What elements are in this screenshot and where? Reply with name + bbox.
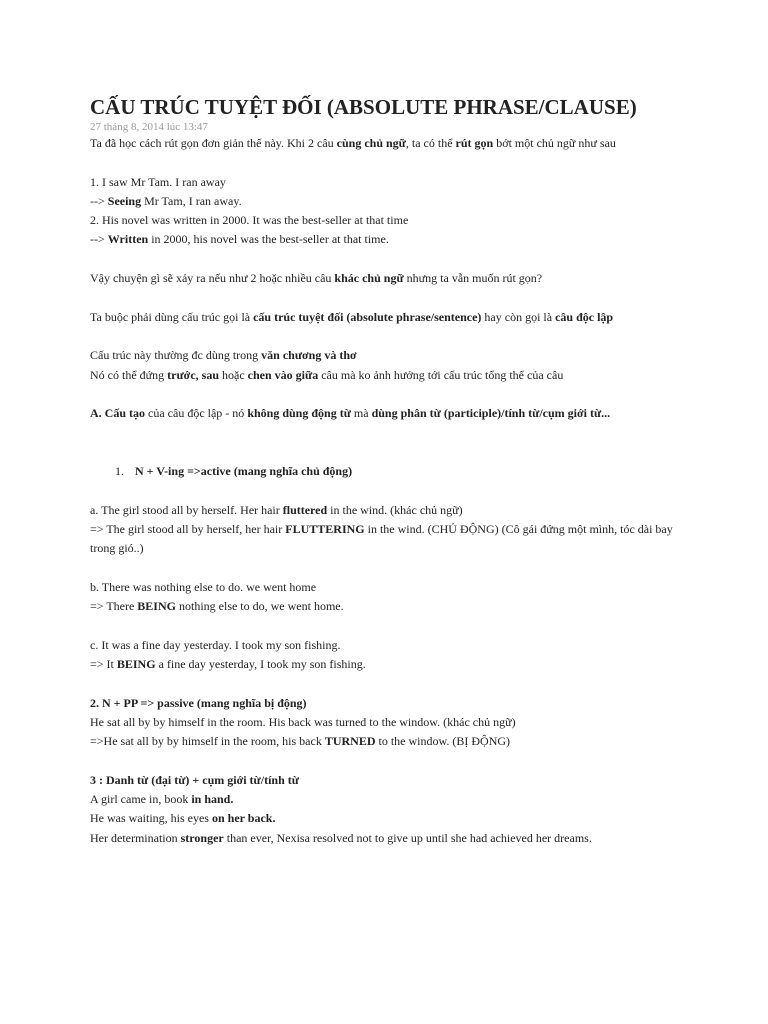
spacer bbox=[90, 385, 690, 404]
usage-text: câu mà ko ảnh hưởng tới cấu trúc tổng thể của câu bbox=[318, 367, 564, 382]
intro-text: , ta có thể bbox=[405, 136, 456, 150]
example-keyword: on her back. bbox=[211, 811, 276, 826]
example-c-original: c. It was a fine day yesterday. I took my son fishing. bbox=[90, 637, 341, 652]
example-line bbox=[90, 230, 690, 249]
spacer bbox=[90, 288, 690, 307]
example-line bbox=[90, 809, 690, 828]
example-line: 2. His novel was written in 2000. It was the best-seller at that time bbox=[90, 213, 409, 228]
example-text: Mr Tam, I ran away. bbox=[141, 193, 242, 208]
usage-line bbox=[90, 366, 690, 385]
spacer bbox=[90, 153, 690, 172]
definition-text: hay còn gọi là bbox=[481, 309, 556, 324]
section-3-title: 3 : Danh từ (đại từ) + cụm giới từ/tính từ bbox=[90, 772, 299, 787]
section-a-label: A. Cấu tạo bbox=[90, 406, 146, 421]
example-keyword: in hand. bbox=[191, 792, 234, 807]
example-keyword: FLUTTERING bbox=[285, 521, 365, 536]
example-keyword: BEING bbox=[137, 599, 176, 614]
definition-text: Ta buộc phải dùng cấu trúc gọi là bbox=[90, 309, 254, 324]
example-c-rewritten bbox=[90, 655, 690, 674]
usage-text: hoặc bbox=[219, 367, 248, 382]
question-bold: khác chủ ngữ bbox=[334, 271, 404, 286]
example-line bbox=[90, 829, 690, 848]
example-line bbox=[90, 732, 690, 751]
example-text: than ever, Nexisa resolved not to give up until she had achieved her dreams. bbox=[223, 830, 592, 845]
intro-bold-reduce: rút gọn bbox=[455, 136, 494, 150]
example-text: => It bbox=[90, 657, 117, 672]
section-a-text: mà bbox=[350, 406, 372, 421]
example-b-original: b. There was nothing else to do. we went home bbox=[90, 579, 317, 594]
spacer bbox=[90, 481, 690, 500]
usage-text: Cấu trúc này thường đc dùng trong bbox=[90, 348, 262, 363]
example-keyword: BEING bbox=[116, 657, 156, 672]
example-text: => The girl stood all by herself, her hair bbox=[90, 521, 286, 536]
question-text: Vậy chuyện gì sẽ xảy ra nếu như 2 hoặc nhiều câu bbox=[90, 271, 335, 286]
example-line bbox=[90, 790, 690, 809]
example-keyword: Seeing bbox=[107, 193, 142, 208]
example-keyword: fluttered bbox=[282, 502, 328, 517]
definition-bold: câu độc lập bbox=[555, 309, 614, 324]
intro-paragraph bbox=[90, 134, 690, 153]
example-keyword: TURNED bbox=[324, 734, 376, 749]
example-text: nothing else to do, we went home. bbox=[175, 599, 344, 614]
section-2-heading bbox=[90, 694, 690, 713]
example-a-rewritten bbox=[90, 520, 690, 559]
list-item-heading: N + V-ing =>active (mang nghĩa chủ động) bbox=[135, 464, 353, 479]
usage-text: Nó có thể đứng bbox=[90, 367, 168, 382]
list-item-1 bbox=[90, 462, 690, 481]
spacer bbox=[90, 674, 690, 693]
intro-text: Ta đã học cách rút gọn đơn giản thế này. Khi 2 câu bbox=[90, 136, 337, 150]
intro-bold-same-subject: cùng chủ ngữ bbox=[336, 136, 406, 150]
usage-bold: chen vào giữa bbox=[247, 367, 319, 382]
usage-line bbox=[90, 346, 690, 365]
example-text: He was waiting, his eyes bbox=[90, 811, 212, 826]
section-2-title: 2. N + PP => passive (mang nghĩa bị động) bbox=[90, 695, 307, 710]
example-b-rewritten bbox=[90, 597, 690, 616]
post-timestamp: 27 tháng 8, 2014 lúc 13:47 bbox=[90, 121, 208, 133]
example-text: =>He sat all by by himself in the room, his back bbox=[90, 734, 325, 749]
example-keyword: stronger bbox=[180, 830, 224, 845]
section-3-heading bbox=[90, 771, 690, 790]
section-a-heading bbox=[90, 404, 690, 423]
question-text: nhưng ta vẫn muốn rút gọn? bbox=[403, 271, 543, 286]
example-keyword: Written bbox=[107, 232, 149, 247]
example-text: in the wind. (CHỦ ĐỘNG) (Cô gái đứng một mình, tóc dài bay trong gió..) bbox=[90, 521, 673, 556]
spacer bbox=[90, 616, 690, 635]
article bbox=[90, 94, 690, 848]
example-text: a fine day yesterday, I took my son fishing. bbox=[155, 657, 366, 672]
usage-bold: văn chương và thơ bbox=[261, 348, 357, 363]
intro-text: bớt một chủ ngữ như sau bbox=[493, 136, 616, 150]
example-text: to the window. (BỊ ĐỘNG) bbox=[375, 734, 511, 749]
spacer bbox=[90, 423, 690, 462]
example-text: A girl came in, book bbox=[90, 792, 192, 807]
question-paragraph bbox=[90, 269, 690, 288]
section-a-bold: không dùng động từ bbox=[247, 406, 351, 421]
section-a-bold: dùng phân từ (participle)/tính từ/cụm giới từ... bbox=[371, 406, 611, 421]
example-arrow: --> bbox=[90, 232, 108, 247]
example-arrow: --> bbox=[90, 193, 108, 208]
usage-bold: trước, sau bbox=[167, 367, 219, 382]
definition-bold: cấu trúc tuyệt đối (absolute phrase/sentence) bbox=[253, 309, 482, 324]
example-text: => There bbox=[90, 599, 138, 614]
spacer bbox=[90, 752, 690, 771]
example-text: a. The girl stood all by herself. Her hair bbox=[90, 502, 283, 517]
spacer bbox=[90, 559, 690, 578]
spacer bbox=[90, 327, 690, 346]
example-line: 1. I saw Mr Tam. I ran away bbox=[90, 174, 226, 189]
spacer bbox=[90, 250, 690, 269]
example-a-original bbox=[90, 501, 690, 520]
page-title: CẤU TRÚC TUYỆT ĐỐI (ABSOLUTE PHRASE/CLAUSE) bbox=[90, 95, 637, 119]
example-line: He sat all by by himself in the room. His back was turned to the window. (khác chủ ngữ) bbox=[90, 714, 516, 729]
example-text: Her determination bbox=[90, 830, 181, 845]
example-text: in 2000, his novel was the best-seller at that time. bbox=[148, 232, 389, 247]
example-line bbox=[90, 192, 690, 211]
section-a-text: của câu độc lập - nó bbox=[145, 406, 248, 421]
example-text: in the wind. (khác chủ ngữ) bbox=[327, 502, 463, 517]
definition-paragraph bbox=[90, 308, 690, 327]
list-number: 1. bbox=[115, 464, 124, 479]
